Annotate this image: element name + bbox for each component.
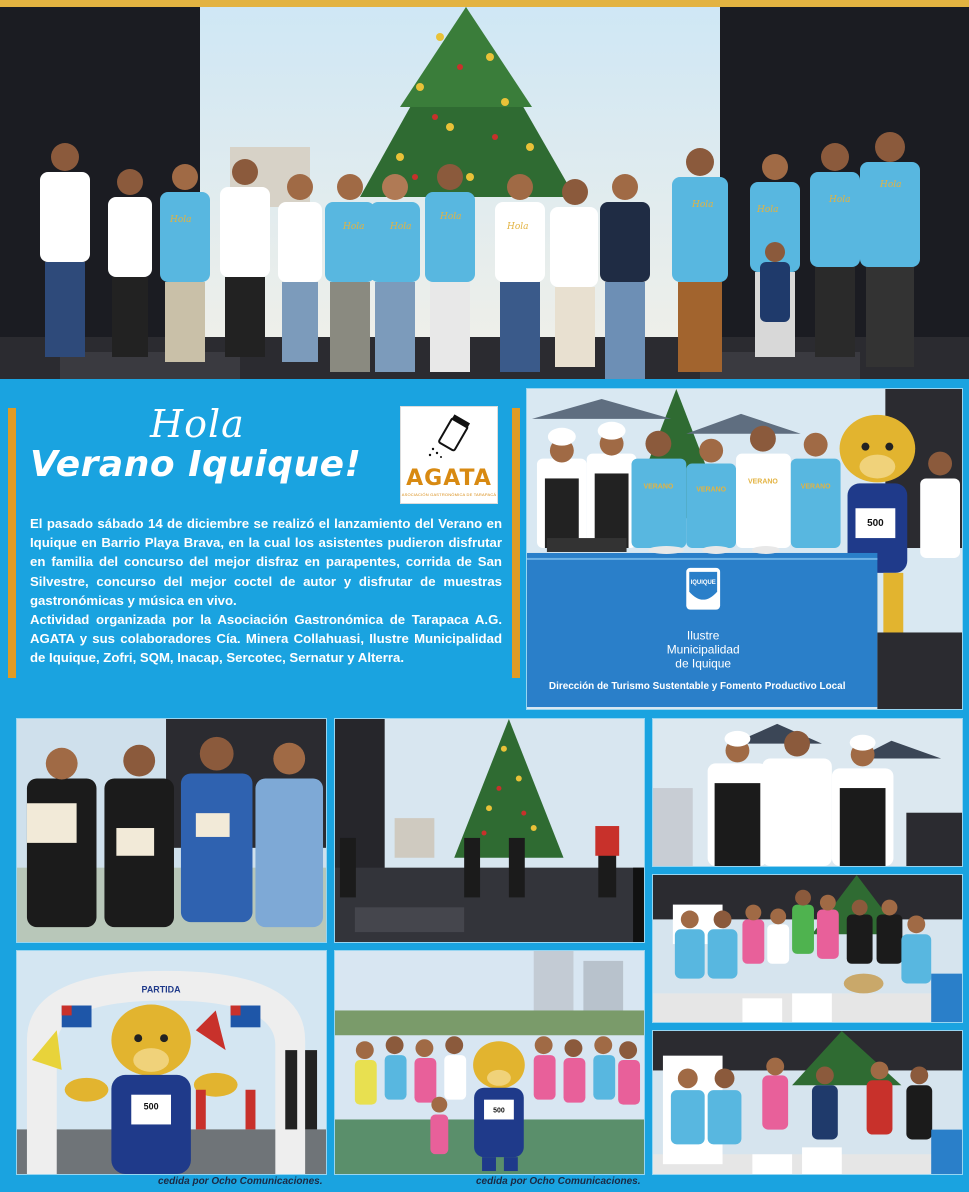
shirt-print-1: VERANO: [643, 483, 674, 491]
tablecloth-line-3: de Iquique: [675, 656, 732, 671]
svg-text:Hola: Hola: [343, 222, 365, 232]
svg-text:Hola: Hola: [170, 215, 192, 225]
right-accent-rule: [512, 408, 520, 678]
shirt-print-3: VERANO: [748, 478, 778, 486]
svg-text:Hola: Hola: [440, 212, 462, 222]
left-accent-rule: [8, 408, 16, 678]
top-accent-bar: [0, 0, 969, 7]
svg-text:Hola: Hola: [829, 195, 851, 205]
shirt-print-2: VERANO: [696, 486, 727, 494]
svg-text:Hola: Hola: [390, 222, 412, 232]
article-greeting: Hola: [150, 402, 245, 446]
article-paragraph-2: Actividad organizada por la Asociación Gastronómica de Tarapaca A.G. AGATA y sus colaboradores Cía. Minera Collahuasi, Ilustre Municipalidad de Iquique, Zofri, SQM, Inacap, Sercotec, Sernatur y Alterra.: [30, 612, 502, 666]
article-block: [0, 388, 522, 710]
logo-name: AGATA: [406, 466, 492, 491]
cooks-photo: [652, 718, 963, 867]
svg-text:Hola: Hola: [507, 222, 529, 232]
hero-group-photo: [0, 7, 969, 379]
article-paragraph-1: El pasado sábado 14 de diciembre se realizó el lanzamiento del Verano en Iquique en Barrio Playa Brava, en la cual los asistentes pudieron disfrutar en familia del concurso del mejor disfraz en parapentes, corrida de San Silvestre, concurso del mejor coctel de autor y disfrutar de muestras gastronómicas y música en vivo.: [30, 516, 502, 608]
salt-shaker-icon: [423, 413, 477, 459]
partida-bib-number: 500: [143, 1101, 159, 1112]
podium-photo-1: [652, 874, 963, 1023]
tablecloth-footer: Dirección de Turismo Sustentable y Fomento Productivo Local: [548, 681, 846, 693]
article-headline: Verano Iquique!: [30, 444, 362, 485]
mascot-bib-number: 500: [867, 518, 884, 530]
article-body: [30, 514, 502, 668]
arch-label: PARTIDA: [141, 984, 181, 995]
tablecloth-line-1: Ilustre: [686, 628, 720, 643]
race-bib-number: 500: [493, 1107, 505, 1115]
shirt-print-4: VERANO: [800, 483, 831, 491]
logo-tagline: ASOCIACIÓN GASTRONÓMICA DE TARAPACÁ: [401, 492, 497, 497]
seal-text: IQUIQUE: [690, 579, 716, 586]
winners-photo: [16, 718, 327, 943]
svg-text:Hola: Hola: [757, 205, 779, 215]
podium-photo-2: [652, 1030, 963, 1175]
svg-text:Hola: Hola: [692, 200, 714, 210]
race-start-photo: [16, 950, 327, 1175]
svg-text:Hola: Hola: [880, 180, 902, 190]
chefs-table-photo: [526, 388, 963, 710]
photo-credit-left: cedida por Ocho Comunicaciones.: [158, 1176, 323, 1187]
race-crowd-photo: [334, 950, 645, 1175]
tablecloth-line-2: Municipalidad: [666, 642, 740, 657]
stage-band-photo: [334, 718, 645, 943]
agata-logo: [400, 406, 498, 504]
photo-credit-right: cedida por Ocho Comunicaciones.: [476, 1176, 641, 1187]
